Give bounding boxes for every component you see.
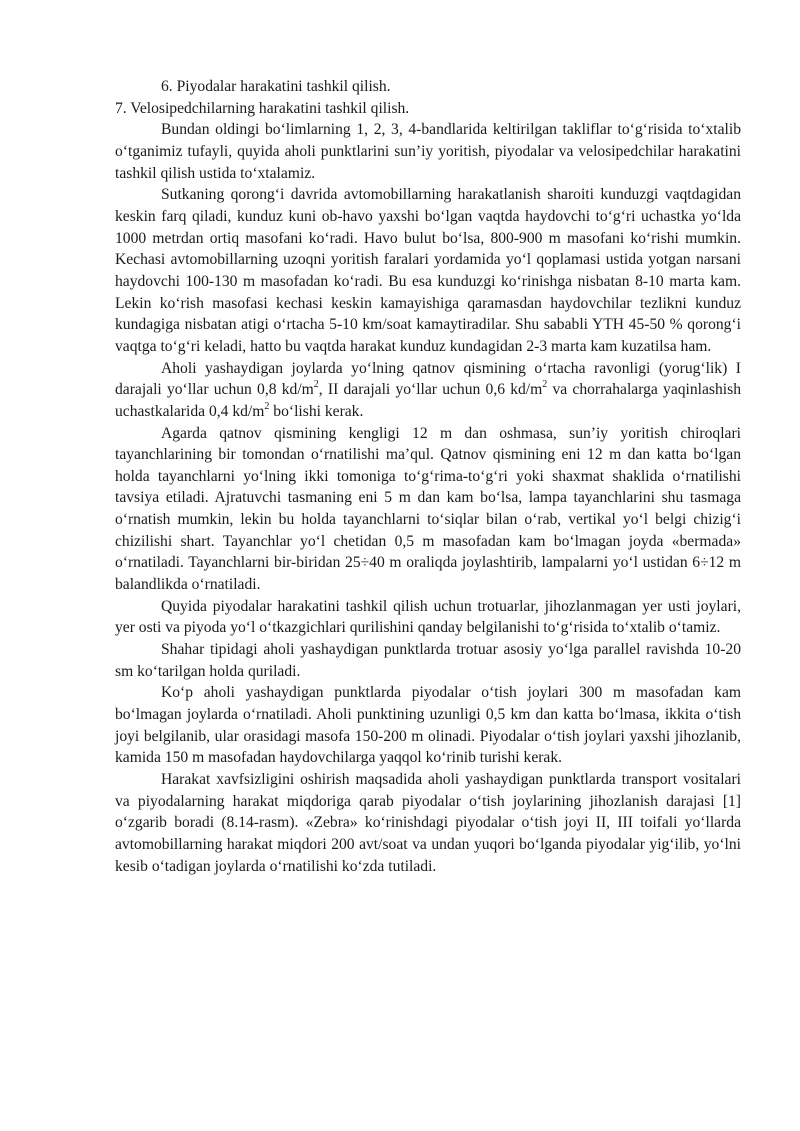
luminance-text-b: , II darajali yo‘llar uchun 0,6 kd/m [318, 381, 543, 399]
superscript-2: 2 [542, 379, 548, 390]
paragraph-night-visibility: Sutkaning qorong‘i davrida avtomobillarning harakatlanish sharoiti kunduzgi vaqtdagidan keskin farq qiladi, kunduz kuni ob-havo yaxshi bo‘lgan vaqtda haydovchi to‘g‘ri uchastka yo‘lda 1000 metrdan ortiq masofani ko‘radi. Havo bulut bo‘lsa, 800-900 m masofani ko‘rishi mumkin. Kechasi avtomobillarning uzoqni yoritish faralari yordamida yo‘l qoplamasi ustida yotgan narsani haydovchi 100-130 m masofadan ko‘radi. Bu esa kunduzgi ko‘rinishga nisbatan 8-10 marta kam. Lekin ko‘rish masofasi kechasi keskin kamayishiga qaramasdan haydovchilar tezlikni kunduz kundagiga nisbatan atigi o‘rtacha 5-10 km/soat kamaytiradilar. Shu sababli YTH 45-50 % qorong‘i vaqtga to‘g‘ri keladi, hatto bu vaqtda harakat kunduz kundagidan 2-3 marta kam kuzatilsa ham. [115, 186, 741, 355]
paragraph-pedestrian-intro: Quyida piyodalar harakatini tashkil qilish uchun trotuarlar, jihozlanmagan yer usti joylari, yer osti va piyoda yo‘l o‘tkazgichlari qurilishini qanday belgilanishi to‘g‘risida to‘xtalib o‘tamiz. [115, 597, 741, 637]
paragraph-luminance [115, 358, 741, 423]
luminance-text-c: va chorrahalarga yaqinlashish uchastkalarida 0,4 kd/m [115, 381, 741, 420]
list-item-6: 6. Piyodalar harakatini tashkil qilish. [161, 78, 391, 95]
luminance-text-d: bo‘lishi kerak. [269, 402, 364, 420]
paragraph-intro: Bundan oldingi bo‘limlarning 1, 2, 3, 4-bandlarida keltirilgan takliflar to‘g‘risida to‘xtalib o‘tganimiz tufayli, quyida aholi punktlarini sun’iy yoritish, piyodalar va velosipedchilar harakatini tashkil qilish ustida to‘xtalamiz. [115, 121, 741, 182]
list-item-7: 7. Velosipedchilarning harakatini tashkil qilish. [115, 99, 410, 117]
paragraph-crossings: Ko‘p aholi yashaydigan punktlarda piyodalar o‘tish joylari 300 m masofadan kam bo‘lmagan joylarda o‘rnatiladi. Aholi punktining uzunligi 0,5 km dan katta bo‘lmasa, ikkita o‘tish joyi belgilanib, ular orasidagi masofa 150-200 m olinadi. Piyodalar o‘tish joylari yaxshi jihozlanib, kamida 150 m masofadan haydovchilarga yaqqol ko‘rinib turishi kerak. [115, 684, 741, 767]
paragraph-sidewalk: Shahar tipidagi aholi yashaydigan punktlarda trotuar asosiy yo‘lga parallel ravishda 10-20 sm ko‘tarilgan holda quriladi. [115, 641, 741, 680]
document-page [115, 76, 741, 877]
luminance-text-a: Aholi yashaydigan joylarda yo‘lning qatnov qismining o‘rtacha ravonligi (yorug‘lik) I darajali yo‘llar uchun 0,8 kd/m [115, 359, 741, 399]
superscript-2: 2 [264, 400, 270, 412]
superscript-2: 2 [313, 379, 319, 390]
paragraph-zebra: Harakat xavfsizligini oshirish maqsadida aholi yashaydigan punktlarda transport vositalari va piyodalarning harakat miqdoriga qarab piyodalar o‘tish joylarining jihozlanish darajasi [1] o‘zgarib boradi (8.14-rasm). «Zebra» ko‘rinishdagi piyodalar o‘tish joyi II, III toifali yo‘llarda avtomobillarning harakat miqdori 200 avt/soat va undan yuqori bo‘lganda piyodalar yig‘ilib, yo‘lni kesib o‘tadigan joylarda o‘rnatilishi ko‘zda tutiladi. [115, 771, 741, 875]
paragraph-lighting-poles: Agarda qatnov qismining kengligi 12 m dan oshmasa, sun’iy yoritish chiroqlari tayanchlarining bir tomondan o‘rnatilishi ma’qul. Qatnov qismining eni 12 m dan katta bo‘lgan holda tayanchlarni yo‘lning ikki tomoniga to‘g‘rima-to‘g‘ri yoki shaxmat shaklida o‘rnatilishi tavsiya etiladi. Ajratuvchi tasmaning eni 5 m dan kam bo‘lsa, lampa tayanchlarini shu tasmaga o‘rnatish mumkin, lekin bu holda tayanchlarni to‘siqlar bilan o‘rab, vertikal yo‘l belgi chizig‘i chizilishi shart. Tayanchlar yo‘l chetidan 0,5 m masofadan kam bo‘lmagan joyda «bermada» o‘rnatiladi. Tayanchlarni bir-biridan 25÷40 m oraliqda joylashtirib, lampalarni yo‘l ustidan 6÷12 m balandlikda o‘rnatiladi. [115, 424, 741, 594]
